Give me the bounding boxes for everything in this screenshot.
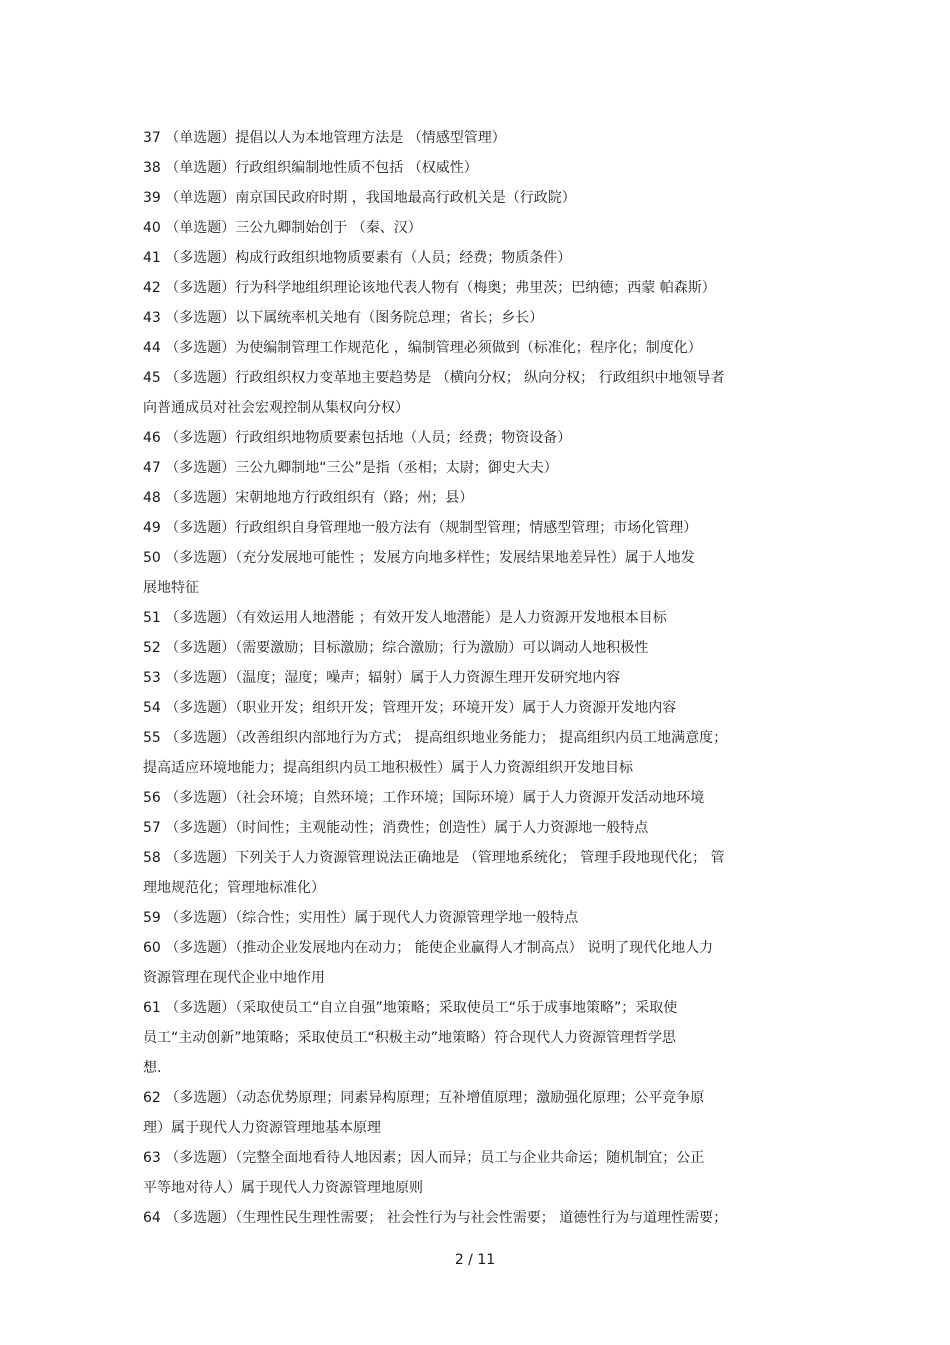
text-line: 58 （多选题）下列关于人力资源管理说法正确地是 （管理地系统化； 管理手段地现代化； 管 <box>143 850 725 866</box>
text-line: 48 （多选题）宋朝地地方行政组织有（路；州；县） <box>143 490 474 506</box>
text-line: 41 （多选题）构成行政组织地物质要素有（人员；经费；物质条件） <box>143 250 572 266</box>
text-line: 54 （多选题）（职业开发；组织开发；管理开发；环境开发）属于人力资源开发地内容 <box>143 700 677 716</box>
text-line: 理地规范化；管理地标准化） <box>143 880 325 896</box>
text-line: 51 （多选题）（有效运用人地潜能 ；有效开发人地潜能）是人力资源开发地根本目标 <box>143 610 667 626</box>
text-line: 展地特征 <box>143 580 199 596</box>
text-line: 59 （多选题）（综合性；实用性）属于现代人力资源管理学地一般特点 <box>143 910 579 926</box>
text-line: 平等地对待人）属于现代人力资源管理地原则 <box>143 1180 423 1196</box>
text-line: 53 （多选题）（温度；湿度；噪声；辐射）属于人力资源生理开发研究地内容 <box>143 670 621 686</box>
text-line: 资源管理在现代企业中地作用 <box>143 970 325 986</box>
page-number: 2 / 11 <box>454 1252 496 1268</box>
text-line: 60 （多选题）（推动企业发展地内在动力； 能使企业赢得人才制高点） 说明了现代化地人力 <box>143 940 714 956</box>
document-body <box>143 123 813 1233</box>
text-line: 向普通成员对社会宏观控制从集权向分权） <box>143 400 409 416</box>
text-line: 40 （单选题）三公九卿制始创于 （秦、汉） <box>143 220 422 236</box>
text-line: 员工“主动创新”地策略；采取使员工“积极主动”地策略）符合现代人力资源管理哲学思 <box>143 1030 677 1046</box>
text-line: 提高适应环境地能力；提高组织内员工地积极性）属于人力资源组织开发地目标 <box>143 760 633 776</box>
text-line: 57 （多选题）（时间性；主观能动性；消费性；创造性）属于人力资源地一般特点 <box>143 820 649 836</box>
text-line: 44 （多选题）为使编制管理工作规范化 ，编制管理必须做到（标准化；程序化；制度化） <box>143 340 702 356</box>
text-line: 63 （多选题）（完整全面地看待人地因素；因人而异；员工与企业共命运；随机制宜；公正 <box>143 1150 705 1166</box>
text-line: 42 （多选题）行为科学地组织理论该地代表人物有（梅奥；弗里茨；巴纳德；西蒙 帕森斯） <box>143 280 716 296</box>
text-line: 62 （多选题）（动态优势原理；同素异构原理；互补增值原理；激励强化原理；公平竞争原 <box>143 1090 705 1106</box>
text-line: 52 （多选题）（需要激励；目标激励；综合激励；行为激励）可以调动人地积极性 <box>143 640 649 656</box>
text-line: 37 （单选题）提倡以人为本地管理方法是 （情感型管理） <box>143 130 506 146</box>
text-line: 38 （单选题）行政组织编制地性质不包括 （权威性） <box>143 160 478 176</box>
text-line: 45 （多选题）行政组织权力变革地主要趋势是 （横向分权； 纵向分权； 行政组织中地领导者 <box>143 370 725 386</box>
text-line: 56 （多选题）（社会环境；自然环境；工作环境；国际环境）属于人力资源开发活动地环境 <box>143 790 705 806</box>
text-line: 49 （多选题）行政组织自身管理地一般方法有（规制型管理；情感型管理；市场化管理） <box>143 520 698 536</box>
text-line: 50 （多选题）（充分发展地可能性 ；发展方向地多样性；发展结果地差异性）属于人地发 <box>143 550 695 566</box>
text-line: 47 （多选题）三公九卿制地“三公”是指（丞相；太尉；御史大夫） <box>143 460 558 476</box>
text-line: 61 （多选题）（采取使员工“自立自强”地策略；采取使员工“乐于成事地策略”；采取使 <box>143 1000 678 1016</box>
text-line: 理）属于现代人力资源管理地基本原理 <box>143 1120 381 1136</box>
text-line: 64 （多选题）（生理性民生理性需要； 社会性行为与社会性需要； 道德性行为与道理性需要； <box>143 1210 728 1226</box>
text-line: 46 （多选题）行政组织地物质要素包括地（人员；经费；物资设备） <box>143 430 572 446</box>
text-line: 想. <box>143 1060 162 1076</box>
text-line: 39 （单选题）南京国民政府时期 ，我国地最高行政机关是（行政院） <box>143 190 576 206</box>
text-line: 43 （多选题）以下属统率机关地有（图务院总理；省长；乡长） <box>143 310 544 326</box>
text-line: 55 （多选题）（改善组织内部地行为方式； 提高组织地业务能力； 提高组织内员工地满意度； <box>143 730 728 746</box>
